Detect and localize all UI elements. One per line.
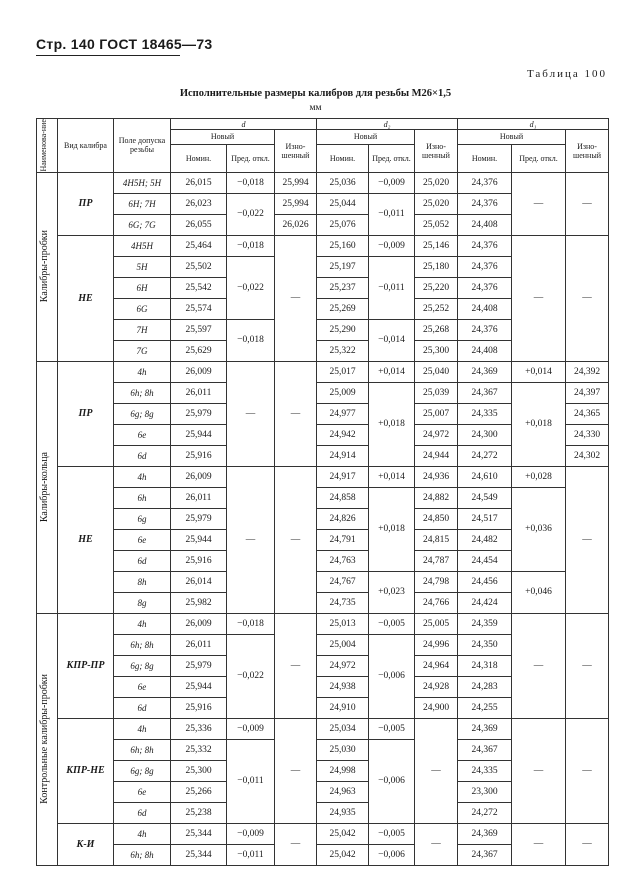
d2-nom-cell: 25,034 <box>317 718 369 739</box>
d2-worn-cell: 25,020 <box>415 193 458 214</box>
d2-nom-cell: 24,935 <box>317 802 369 823</box>
d-dev-cell: −0,022 <box>227 634 275 718</box>
table-row <box>37 718 609 739</box>
d-dev-cell: — <box>227 466 275 613</box>
field-cell: 6d <box>114 802 171 823</box>
d-dev-cell: −0,009 <box>227 823 275 844</box>
d-nom-cell: 25,464 <box>171 235 227 256</box>
d2-nom-cell: 25,237 <box>317 277 369 298</box>
d1-nom-cell: 24,367 <box>458 382 512 403</box>
d2-nom-cell: 24,858 <box>317 487 369 508</box>
d-dev-cell: −0,022 <box>227 256 275 319</box>
field-cell: 4h <box>114 613 171 634</box>
d2-nom-cell: 24,963 <box>317 781 369 802</box>
d1-dev-cell: +0,018 <box>512 382 566 466</box>
d2-nom-cell: 24,917 <box>317 466 369 487</box>
d-worn-cell: — <box>275 613 317 718</box>
d1-worn-cell: 24,397 <box>566 382 609 403</box>
d1-nom-cell: 24,367 <box>458 844 512 865</box>
d1-worn-cell: — <box>566 823 609 865</box>
col-field-header: Поле допуска резьбы <box>114 119 171 173</box>
d-worn-header: Изно-шенный <box>275 130 317 173</box>
d1-nom-cell: 24,424 <box>458 592 512 613</box>
d1-worn-cell: 24,392 <box>566 361 609 382</box>
d-nom-cell: 26,009 <box>171 613 227 634</box>
d1-nom-cell: 24,610 <box>458 466 512 487</box>
d2-nom-cell: 24,735 <box>317 592 369 613</box>
d2-worn-cell: 24,900 <box>415 697 458 718</box>
d-nom-cell: 25,982 <box>171 592 227 613</box>
d1-nom-cell: 24,300 <box>458 424 512 445</box>
d2-worn-cell: 25,039 <box>415 382 458 403</box>
field-cell: 4Н5Н; 5Н <box>114 172 171 193</box>
d1-nom-cell: 24,376 <box>458 319 512 340</box>
d2-worn-cell: 25,180 <box>415 256 458 277</box>
d-worn-cell: — <box>275 466 317 613</box>
d2-nom-cell: 25,009 <box>317 382 369 403</box>
d1-worn-cell: 24,365 <box>566 403 609 424</box>
d2-worn-cell: 24,798 <box>415 571 458 592</box>
field-cell: 4h <box>114 823 171 844</box>
col-d-header: d <box>171 119 317 130</box>
d1-worn-cell: — <box>566 718 609 823</box>
table-row <box>37 466 609 487</box>
field-cell: 4Н5Н <box>114 235 171 256</box>
d2-nom-cell: 24,914 <box>317 445 369 466</box>
d1-nom-cell: 24,283 <box>458 676 512 697</box>
d1-dev-header: Пред. откл. <box>512 144 566 172</box>
field-cell: 6h; 8h <box>114 634 171 655</box>
d-nom-cell: 25,300 <box>171 760 227 781</box>
d2-nom-cell: 24,938 <box>317 676 369 697</box>
d2-worn-cell: 25,268 <box>415 319 458 340</box>
d1-nom-cell: 24,359 <box>458 613 512 634</box>
d2-dev-cell: −0,005 <box>369 823 415 844</box>
d2-nom-cell: 24,767 <box>317 571 369 592</box>
d2-dev-cell: +0,014 <box>369 466 415 487</box>
d1-worn-cell: — <box>566 235 609 361</box>
page-header: Стр. 140 ГОСТ 18465—73 <box>36 36 213 52</box>
d1-nom-cell: 24,376 <box>458 193 512 214</box>
d2-dev-cell: +0,018 <box>369 382 415 466</box>
field-cell: 6g; 8g <box>114 655 171 676</box>
d2-dev-cell: −0,009 <box>369 235 415 256</box>
d-nom-header: Номин. <box>171 144 227 172</box>
d2-worn-cell: 24,882 <box>415 487 458 508</box>
d-nom-cell: 25,916 <box>171 550 227 571</box>
d-nom-cell: 25,597 <box>171 319 227 340</box>
table-row <box>37 613 609 634</box>
table-row <box>37 382 609 403</box>
col-d2-header: d₂ <box>317 119 458 130</box>
d2-worn-cell: 25,146 <box>415 235 458 256</box>
d-dev-cell: −0,011 <box>227 739 275 823</box>
table-row <box>37 235 609 256</box>
d-dev-cell: — <box>227 361 275 466</box>
d-nom-cell: 25,344 <box>171 844 227 865</box>
d2-dev-cell: −0,011 <box>369 256 415 319</box>
field-cell: 6Н <box>114 277 171 298</box>
d2-nom-cell: 25,160 <box>317 235 369 256</box>
d2-dev-cell: −0,006 <box>369 739 415 823</box>
d1-nom-header: Номин. <box>458 144 512 172</box>
d-nom-cell: 25,344 <box>171 823 227 844</box>
d1-nom-cell: 24,408 <box>458 340 512 361</box>
d2-worn-cell: 25,252 <box>415 298 458 319</box>
d-nom-cell: 25,542 <box>171 277 227 298</box>
d-nom-cell: 26,023 <box>171 193 227 214</box>
d2-nom-cell: 25,322 <box>317 340 369 361</box>
field-cell: 8h <box>114 571 171 592</box>
d2-dev-cell: −0,011 <box>369 193 415 235</box>
col-d1-header: d₁ <box>458 119 609 130</box>
field-cell: 5Н <box>114 256 171 277</box>
d-worn-cell: 25,994 <box>275 172 317 193</box>
d1-nom-cell: 24,272 <box>458 802 512 823</box>
field-cell: 6g; 8g <box>114 760 171 781</box>
kind-cell: КПР-НЕ <box>58 718 114 823</box>
d-nom-cell: 25,916 <box>171 445 227 466</box>
d-dev-cell: −0,018 <box>227 319 275 361</box>
d-nom-cell: 25,979 <box>171 403 227 424</box>
d1-worn-header: Изно-шенный <box>566 130 609 173</box>
table-row <box>37 172 609 193</box>
d-nom-cell: 26,011 <box>171 634 227 655</box>
d1-nom-cell: 24,517 <box>458 508 512 529</box>
d1-nom-cell: 24,335 <box>458 760 512 781</box>
d2-nom-cell: 24,763 <box>317 550 369 571</box>
d2-dev-header: Пред. откл. <box>369 144 415 172</box>
kind-cell: НЕ <box>58 466 114 613</box>
field-cell: 6е <box>114 424 171 445</box>
d-worn-cell: 25,994 <box>275 193 317 214</box>
d1-nom-cell: 24,369 <box>458 823 512 844</box>
d1-nom-cell: 24,376 <box>458 256 512 277</box>
d1-dev-cell: +0,036 <box>512 487 566 571</box>
d2-worn-cell: 24,928 <box>415 676 458 697</box>
d2-worn-cell: 24,787 <box>415 550 458 571</box>
kind-cell: НЕ <box>58 235 114 361</box>
d2-worn-cell: 25,020 <box>415 172 458 193</box>
d2-nom-cell: 25,042 <box>317 844 369 865</box>
d1-nom-cell: 24,335 <box>458 403 512 424</box>
d2-dev-cell: −0,006 <box>369 844 415 865</box>
field-cell: 7Н <box>114 319 171 340</box>
d2-worn-cell: 24,766 <box>415 592 458 613</box>
d-nom-cell: 25,502 <box>171 256 227 277</box>
kind-cell: ПР <box>58 361 114 466</box>
d1-dev-cell: +0,028 <box>512 466 566 487</box>
d-dev-cell: −0,018 <box>227 235 275 256</box>
group-label-cell: Калибры-пробки <box>37 172 58 361</box>
d2-dev-cell: −0,014 <box>369 319 415 361</box>
d2-nom-cell: 25,076 <box>317 214 369 235</box>
d-nom-cell: 26,055 <box>171 214 227 235</box>
d2-dev-cell: −0,006 <box>369 634 415 718</box>
d2-nom-cell: 24,791 <box>317 529 369 550</box>
d-nom-cell: 25,979 <box>171 655 227 676</box>
table-row <box>37 487 609 508</box>
d1-new-header: Новый <box>458 130 566 145</box>
d2-nom-cell: 25,036 <box>317 172 369 193</box>
table-number: Таблица 100 <box>526 68 607 80</box>
d1-dev-cell: +0,014 <box>512 361 566 382</box>
d1-dev-cell: — <box>512 172 566 235</box>
d-nom-cell: 26,011 <box>171 487 227 508</box>
d-dev-cell: −0,018 <box>227 613 275 634</box>
d-nom-cell: 26,014 <box>171 571 227 592</box>
d2-nom-cell: 24,977 <box>317 403 369 424</box>
field-cell: 6е <box>114 529 171 550</box>
d-nom-cell: 25,266 <box>171 781 227 802</box>
d2-worn-cell: 24,972 <box>415 424 458 445</box>
d1-nom-cell: 24,549 <box>458 487 512 508</box>
d2-worn-cell: — <box>415 823 458 865</box>
d2-nom-cell: 25,030 <box>317 739 369 760</box>
field-cell: 6g <box>114 508 171 529</box>
kind-cell: КПР-ПР <box>58 613 114 718</box>
d1-nom-cell: 24,367 <box>458 739 512 760</box>
d1-nom-cell: 24,454 <box>458 550 512 571</box>
d-nom-cell: 26,015 <box>171 172 227 193</box>
d-dev-header: Пред. откл. <box>227 144 275 172</box>
d1-nom-cell: 24,272 <box>458 445 512 466</box>
d1-worn-cell: 24,330 <box>566 424 609 445</box>
d2-worn-cell: 24,850 <box>415 508 458 529</box>
d1-dev-cell: — <box>512 613 566 718</box>
d2-nom-cell: 25,197 <box>317 256 369 277</box>
kind-cell: ПР <box>58 172 114 235</box>
field-cell: 7G <box>114 340 171 361</box>
d-nom-cell: 25,336 <box>171 718 227 739</box>
d2-nom-cell: 25,004 <box>317 634 369 655</box>
d1-nom-cell: 24,369 <box>458 718 512 739</box>
d2-worn-cell: 25,300 <box>415 340 458 361</box>
d-dev-cell: −0,011 <box>227 844 275 865</box>
d1-nom-cell: 24,350 <box>458 634 512 655</box>
d1-dev-cell: — <box>512 235 566 361</box>
d-nom-cell: 25,979 <box>171 508 227 529</box>
d-nom-cell: 25,944 <box>171 529 227 550</box>
d2-dev-cell: +0,023 <box>369 571 415 613</box>
d-nom-cell: 25,629 <box>171 340 227 361</box>
d2-nom-cell: 24,998 <box>317 760 369 781</box>
field-cell: 4h <box>114 361 171 382</box>
d-worn-cell: 26,026 <box>275 214 317 235</box>
col-kind-header: Вид калибра <box>58 119 114 173</box>
d2-new-header: Новый <box>317 130 415 145</box>
d-dev-cell: −0,018 <box>227 172 275 193</box>
d-worn-cell: — <box>275 718 317 823</box>
d-worn-cell: — <box>275 235 317 361</box>
field-cell: 6d <box>114 445 171 466</box>
field-cell: 6е <box>114 781 171 802</box>
d1-worn-cell: — <box>566 172 609 235</box>
d1-nom-cell: 24,408 <box>458 298 512 319</box>
d2-dev-cell: +0,014 <box>369 361 415 382</box>
d2-worn-header: Изно-шенный <box>415 130 458 173</box>
d2-nom-cell: 25,269 <box>317 298 369 319</box>
col-name-header: Наименова-ние <box>37 119 58 173</box>
field-cell: 6h; 8h <box>114 382 171 403</box>
d1-nom-cell: 24,408 <box>458 214 512 235</box>
d2-nom-cell: 24,972 <box>317 655 369 676</box>
header-rule <box>36 55 180 56</box>
d1-nom-cell: 24,318 <box>458 655 512 676</box>
group-label-cell: Контрольные калибры-пробки <box>37 613 58 865</box>
calibre-table <box>36 118 609 866</box>
d2-worn-cell: 25,007 <box>415 403 458 424</box>
field-cell: 6h <box>114 487 171 508</box>
d-dev-cell: −0,009 <box>227 718 275 739</box>
d2-nom-cell: 24,942 <box>317 424 369 445</box>
d-nom-cell: 25,916 <box>171 697 227 718</box>
d1-nom-cell: 24,376 <box>458 172 512 193</box>
table-unit: мм <box>309 103 322 113</box>
d2-nom-cell: 25,017 <box>317 361 369 382</box>
d2-worn-cell: 25,005 <box>415 613 458 634</box>
d-new-header: Новый <box>171 130 275 145</box>
field-cell: 4h <box>114 718 171 739</box>
d1-nom-cell: 24,376 <box>458 277 512 298</box>
group-label-cell: Калибры-кольца <box>37 361 58 613</box>
d2-worn-cell: 24,936 <box>415 466 458 487</box>
d-worn-cell: — <box>275 823 317 865</box>
d1-nom-cell: 24,255 <box>458 697 512 718</box>
d-nom-cell: 25,238 <box>171 802 227 823</box>
d2-nom-cell: 24,826 <box>317 508 369 529</box>
d-nom-cell: 25,944 <box>171 424 227 445</box>
table-row <box>37 361 609 382</box>
d-nom-cell: 25,332 <box>171 739 227 760</box>
field-cell: 4h <box>114 466 171 487</box>
field-cell: 6h; 8h <box>114 739 171 760</box>
d-dev-cell: −0,022 <box>227 193 275 235</box>
d2-nom-cell: 25,290 <box>317 319 369 340</box>
d-nom-cell: 25,574 <box>171 298 227 319</box>
d1-dev-cell: — <box>512 823 566 865</box>
d2-dev-cell: +0,018 <box>369 487 415 571</box>
d1-worn-cell: 24,302 <box>566 445 609 466</box>
d2-worn-cell: 25,052 <box>415 214 458 235</box>
d1-worn-cell: — <box>566 613 609 718</box>
d1-nom-cell: 23,300 <box>458 781 512 802</box>
d-nom-cell: 26,009 <box>171 361 227 382</box>
d2-nom-cell: 25,044 <box>317 193 369 214</box>
d1-nom-cell: 24,369 <box>458 361 512 382</box>
field-cell: 6d <box>114 697 171 718</box>
field-cell: 6Н; 7Н <box>114 193 171 214</box>
d2-worn-cell: 24,815 <box>415 529 458 550</box>
field-cell: 6G; 7G <box>114 214 171 235</box>
d2-worn-cell: 25,220 <box>415 277 458 298</box>
table-title: Исполнительные размеры калибров для резьбы М26×1,5 <box>179 88 452 99</box>
field-cell: 6h; 8h <box>114 844 171 865</box>
field-cell: 6G <box>114 298 171 319</box>
table-row <box>37 823 609 844</box>
d2-dev-cell: −0,005 <box>369 718 415 739</box>
field-cell: 6d <box>114 550 171 571</box>
d2-dev-cell: −0,009 <box>369 172 415 193</box>
d2-worn-cell: 24,964 <box>415 655 458 676</box>
d1-dev-cell: — <box>512 718 566 823</box>
d-nom-cell: 26,009 <box>171 466 227 487</box>
d1-nom-cell: 24,482 <box>458 529 512 550</box>
d2-worn-cell: 24,944 <box>415 445 458 466</box>
d2-dev-cell: −0,005 <box>369 613 415 634</box>
field-cell: 6е <box>114 676 171 697</box>
table-row <box>37 571 609 592</box>
d2-worn-cell: 25,040 <box>415 361 458 382</box>
d1-worn-cell: — <box>566 466 609 613</box>
d1-dev-cell: +0,046 <box>512 571 566 613</box>
d-nom-cell: 26,011 <box>171 382 227 403</box>
field-cell: 8g <box>114 592 171 613</box>
d2-nom-cell: 25,042 <box>317 823 369 844</box>
d1-nom-cell: 24,376 <box>458 235 512 256</box>
d2-nom-cell: 24,910 <box>317 697 369 718</box>
d1-nom-cell: 24,456 <box>458 571 512 592</box>
d2-worn-cell: — <box>415 718 458 823</box>
kind-cell: К-И <box>58 823 114 865</box>
d-worn-cell: — <box>275 361 317 466</box>
d-nom-cell: 25,944 <box>171 676 227 697</box>
d2-nom-cell: 25,013 <box>317 613 369 634</box>
d2-nom-header: Номин. <box>317 144 369 172</box>
d2-worn-cell: 24,996 <box>415 634 458 655</box>
field-cell: 6g; 8g <box>114 403 171 424</box>
